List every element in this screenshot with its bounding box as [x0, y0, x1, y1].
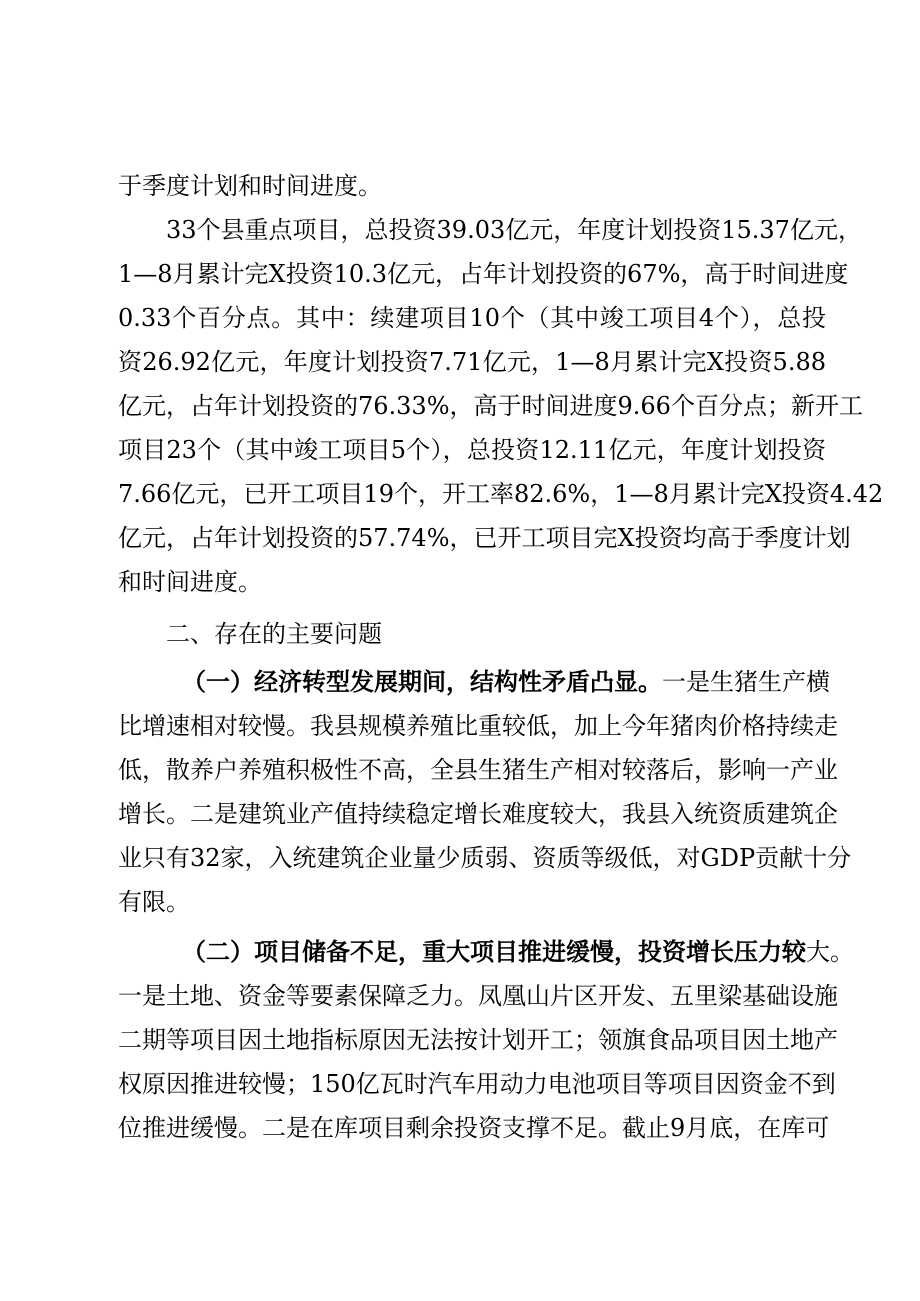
paragraph-line: 低，散养户养殖积极性不高，全县生猪生产相对较落后，影响一产业 [118, 756, 838, 784]
subsection-lead: （二）项目储备不足，重大项目推进缓慢，投资增长压力较 [182, 937, 806, 966]
paragraph-line: 项目23个（其中竣工项目5个），总投资12.11亿元，年度计划投资 [118, 436, 826, 464]
paragraph-line: 二期等项目因土地指标原因无法按计划开工；领旗食品项目因土地产 [118, 1026, 838, 1054]
paragraph-line: 比增速相对较慢。我县规模养殖比重较低，加上今年猪肉价格持续走 [118, 712, 838, 740]
subsection-first-line [182, 930, 854, 974]
paragraph-line: 和时间进度。 [118, 568, 262, 596]
subsection-lead-tail: 大。 [806, 938, 854, 966]
subsection-first-line [182, 660, 830, 704]
paragraph-line: 7.66亿元，已开工项目19个，开工率82.6%，1—8月累计完X投资4.42 [118, 480, 884, 508]
paragraph-line: 有限。 [118, 888, 190, 916]
paragraph-line: 业只有32家，入统建筑企业量少质弱、资质等级低，对GDP贡献十分 [118, 844, 852, 872]
paragraph-line: 于季度计划和时间进度。 [118, 172, 382, 200]
paragraph-line: 33个县重点项目，总投资39.03亿元，年度计划投资15.37亿元， [166, 216, 862, 244]
paragraph-line: 增长。二是建筑业产值持续稳定增长难度较大，我县入统资质建筑企 [118, 800, 838, 828]
paragraph-line: 资26.92亿元，年度计划投资7.71亿元，1—8月累计完X投资5.88 [118, 348, 826, 376]
paragraph-line: 亿元，占年计划投资的57.74%，已开工项目完X投资均高于季度计划 [118, 524, 851, 552]
section-heading: 二、存在的主要问题 [166, 620, 382, 648]
paragraph-line: 1—8月累计完X投资10.3亿元，占年计划投资的67%，高于时间进度 [118, 260, 849, 288]
paragraph-line: 位推进缓慢。二是在库项目剩余投资支撑不足。截止9月底，在库可 [118, 1114, 830, 1142]
paragraph-line: 0.33个百分点。其中：续建项目10个（其中竣工项目4个），总投 [118, 304, 826, 332]
paragraph-line: 亿元，占年计划投资的76.33%，高于时间进度9.66个百分点；新开工 [118, 392, 863, 420]
paragraph-line: 权原因推进较慢；150亿瓦时汽车用动力电池项目等项目因资金不到 [118, 1070, 836, 1098]
paragraph-line: 一是土地、资金等要素保障乏力。凤凰山片区开发、五里梁基础设施 [118, 982, 838, 1010]
subsection-lead: （一）经济转型发展期间，结构性矛盾凸显。 [182, 667, 662, 696]
subsection-lead-rest: 一是生猪生产横 [662, 668, 830, 696]
